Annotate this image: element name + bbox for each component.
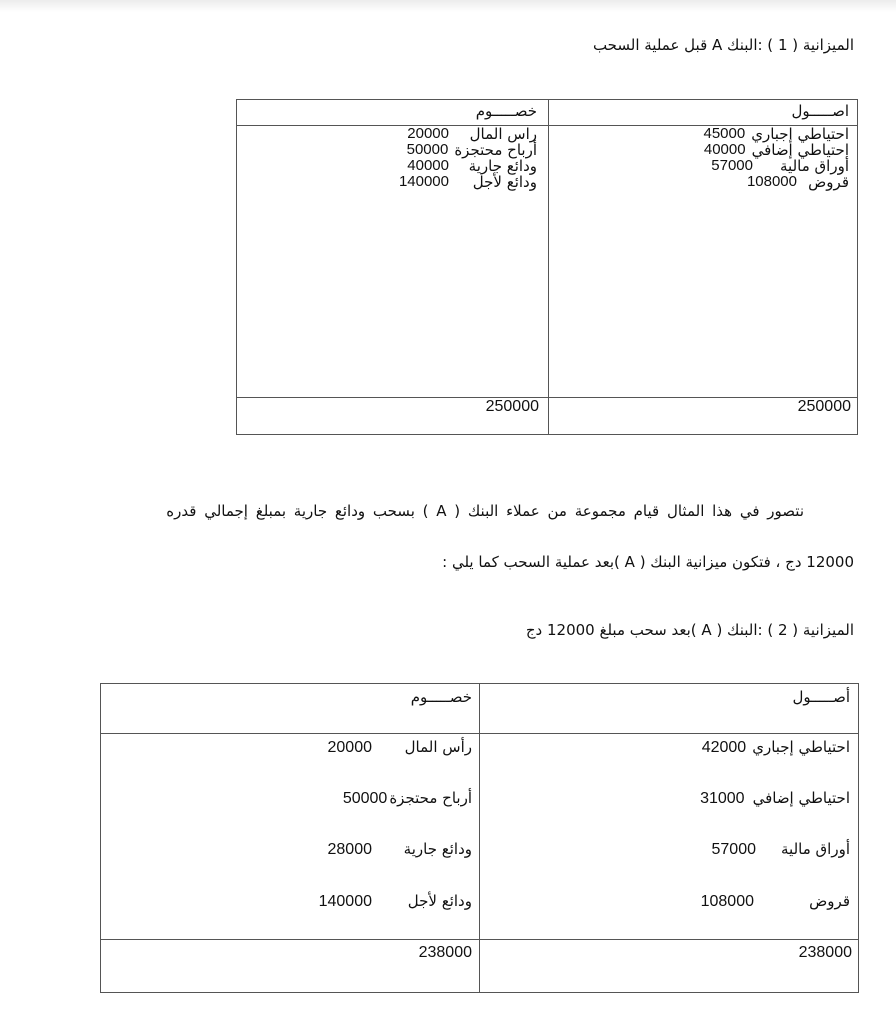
- asset-value: 108000: [746, 173, 797, 190]
- asset-row: [703, 142, 849, 158]
- asset-label: احتياطي إجباري: [752, 738, 850, 756]
- liabilities-header: خصـــــوم: [410, 688, 472, 706]
- asset-value: 57000: [711, 157, 753, 174]
- liability-row: [399, 174, 537, 190]
- liability-row: [328, 738, 473, 757]
- liability-value: 40000: [407, 157, 449, 174]
- asset-value: 57000: [711, 841, 756, 858]
- liabilities-header: خصـــــوم: [475, 102, 537, 120]
- paragraph-line-1: نتصور في هذا المثال قيام مجموعة من عملاء البنك ( A ) بسحب ودائع جارية بمبلغ إجمالي قدره: [166, 502, 804, 520]
- asset-value: 31000: [700, 790, 745, 807]
- top-shadow: [0, 0, 896, 12]
- asset-label: احتياطي إضافي: [752, 789, 850, 807]
- asset-label: أوراق مالية: [781, 840, 850, 858]
- liability-label: ودائع جارية: [403, 840, 472, 858]
- assets-total: 250000: [797, 398, 851, 415]
- liability-row: [399, 158, 537, 174]
- balance2-title: الميزانية ( 2 ) :البنك ( A )بعد سحب مبلغ 12000 دج: [525, 621, 854, 639]
- liability-row: [399, 126, 537, 142]
- asset-label: أوراق مالية: [780, 157, 849, 175]
- asset-row: [703, 174, 849, 190]
- asset-row: [700, 789, 850, 808]
- asset-row: [701, 892, 850, 911]
- liability-label: أرباح محتجزة: [389, 789, 472, 807]
- balance2-table: [100, 683, 859, 993]
- liabilities-total: 250000: [485, 398, 539, 415]
- assets-header: اصـــــول: [791, 102, 849, 120]
- column-divider: [479, 684, 480, 992]
- column-divider: [548, 100, 549, 434]
- asset-label: قروض: [808, 173, 849, 191]
- liability-value: 50000: [342, 790, 388, 807]
- footer-divider: [101, 939, 858, 940]
- liability-label: رأس المال: [404, 738, 472, 756]
- asset-value: 108000: [700, 893, 754, 910]
- liability-row: [343, 789, 472, 808]
- liability-value: 140000: [318, 893, 372, 910]
- asset-row: [703, 158, 849, 174]
- liability-label: ودائع جارية: [468, 157, 537, 175]
- liability-value: 50000: [406, 141, 449, 158]
- liability-label: ودائع لأجل: [472, 173, 537, 191]
- liability-label: أرباح محتجزة: [454, 141, 537, 159]
- asset-row: [712, 840, 851, 859]
- liabilities-list: [399, 126, 537, 190]
- liability-label: ودائع لأجل: [407, 892, 472, 910]
- liability-label: راس المال: [469, 125, 537, 143]
- header-divider: [101, 733, 858, 734]
- liability-value: 140000: [398, 173, 449, 190]
- asset-label: قروض: [809, 892, 850, 910]
- liability-value: 20000: [407, 125, 449, 142]
- asset-row: [702, 738, 850, 757]
- asset-row: [703, 126, 849, 142]
- balance1-title: الميزانية ( 1 ) :البنك A قبل عملية السحب: [592, 36, 854, 54]
- liability-row: [319, 892, 472, 911]
- asset-label: احتياطي إجباري: [751, 125, 849, 143]
- assets-total: 238000: [798, 944, 852, 961]
- liability-value: 20000: [327, 739, 372, 756]
- asset-value: 40000: [703, 141, 746, 158]
- footer-divider: [237, 397, 857, 398]
- paragraph-line-2: 12000 دج ، فتكون ميزانية البنك ( A )بعد عملية السحب كما يلي :: [442, 553, 854, 571]
- assets-list: [703, 126, 849, 190]
- liability-value: 28000: [327, 841, 372, 858]
- liability-row: [399, 142, 537, 158]
- asset-label: احتياطي إضافي: [751, 141, 849, 159]
- assets-header: أصـــــول: [792, 688, 850, 706]
- balance1-table: [236, 99, 858, 435]
- asset-value: 45000: [703, 125, 746, 142]
- liability-row: [328, 840, 473, 859]
- asset-value: 42000: [701, 739, 747, 756]
- liabilities-total: 238000: [418, 944, 472, 961]
